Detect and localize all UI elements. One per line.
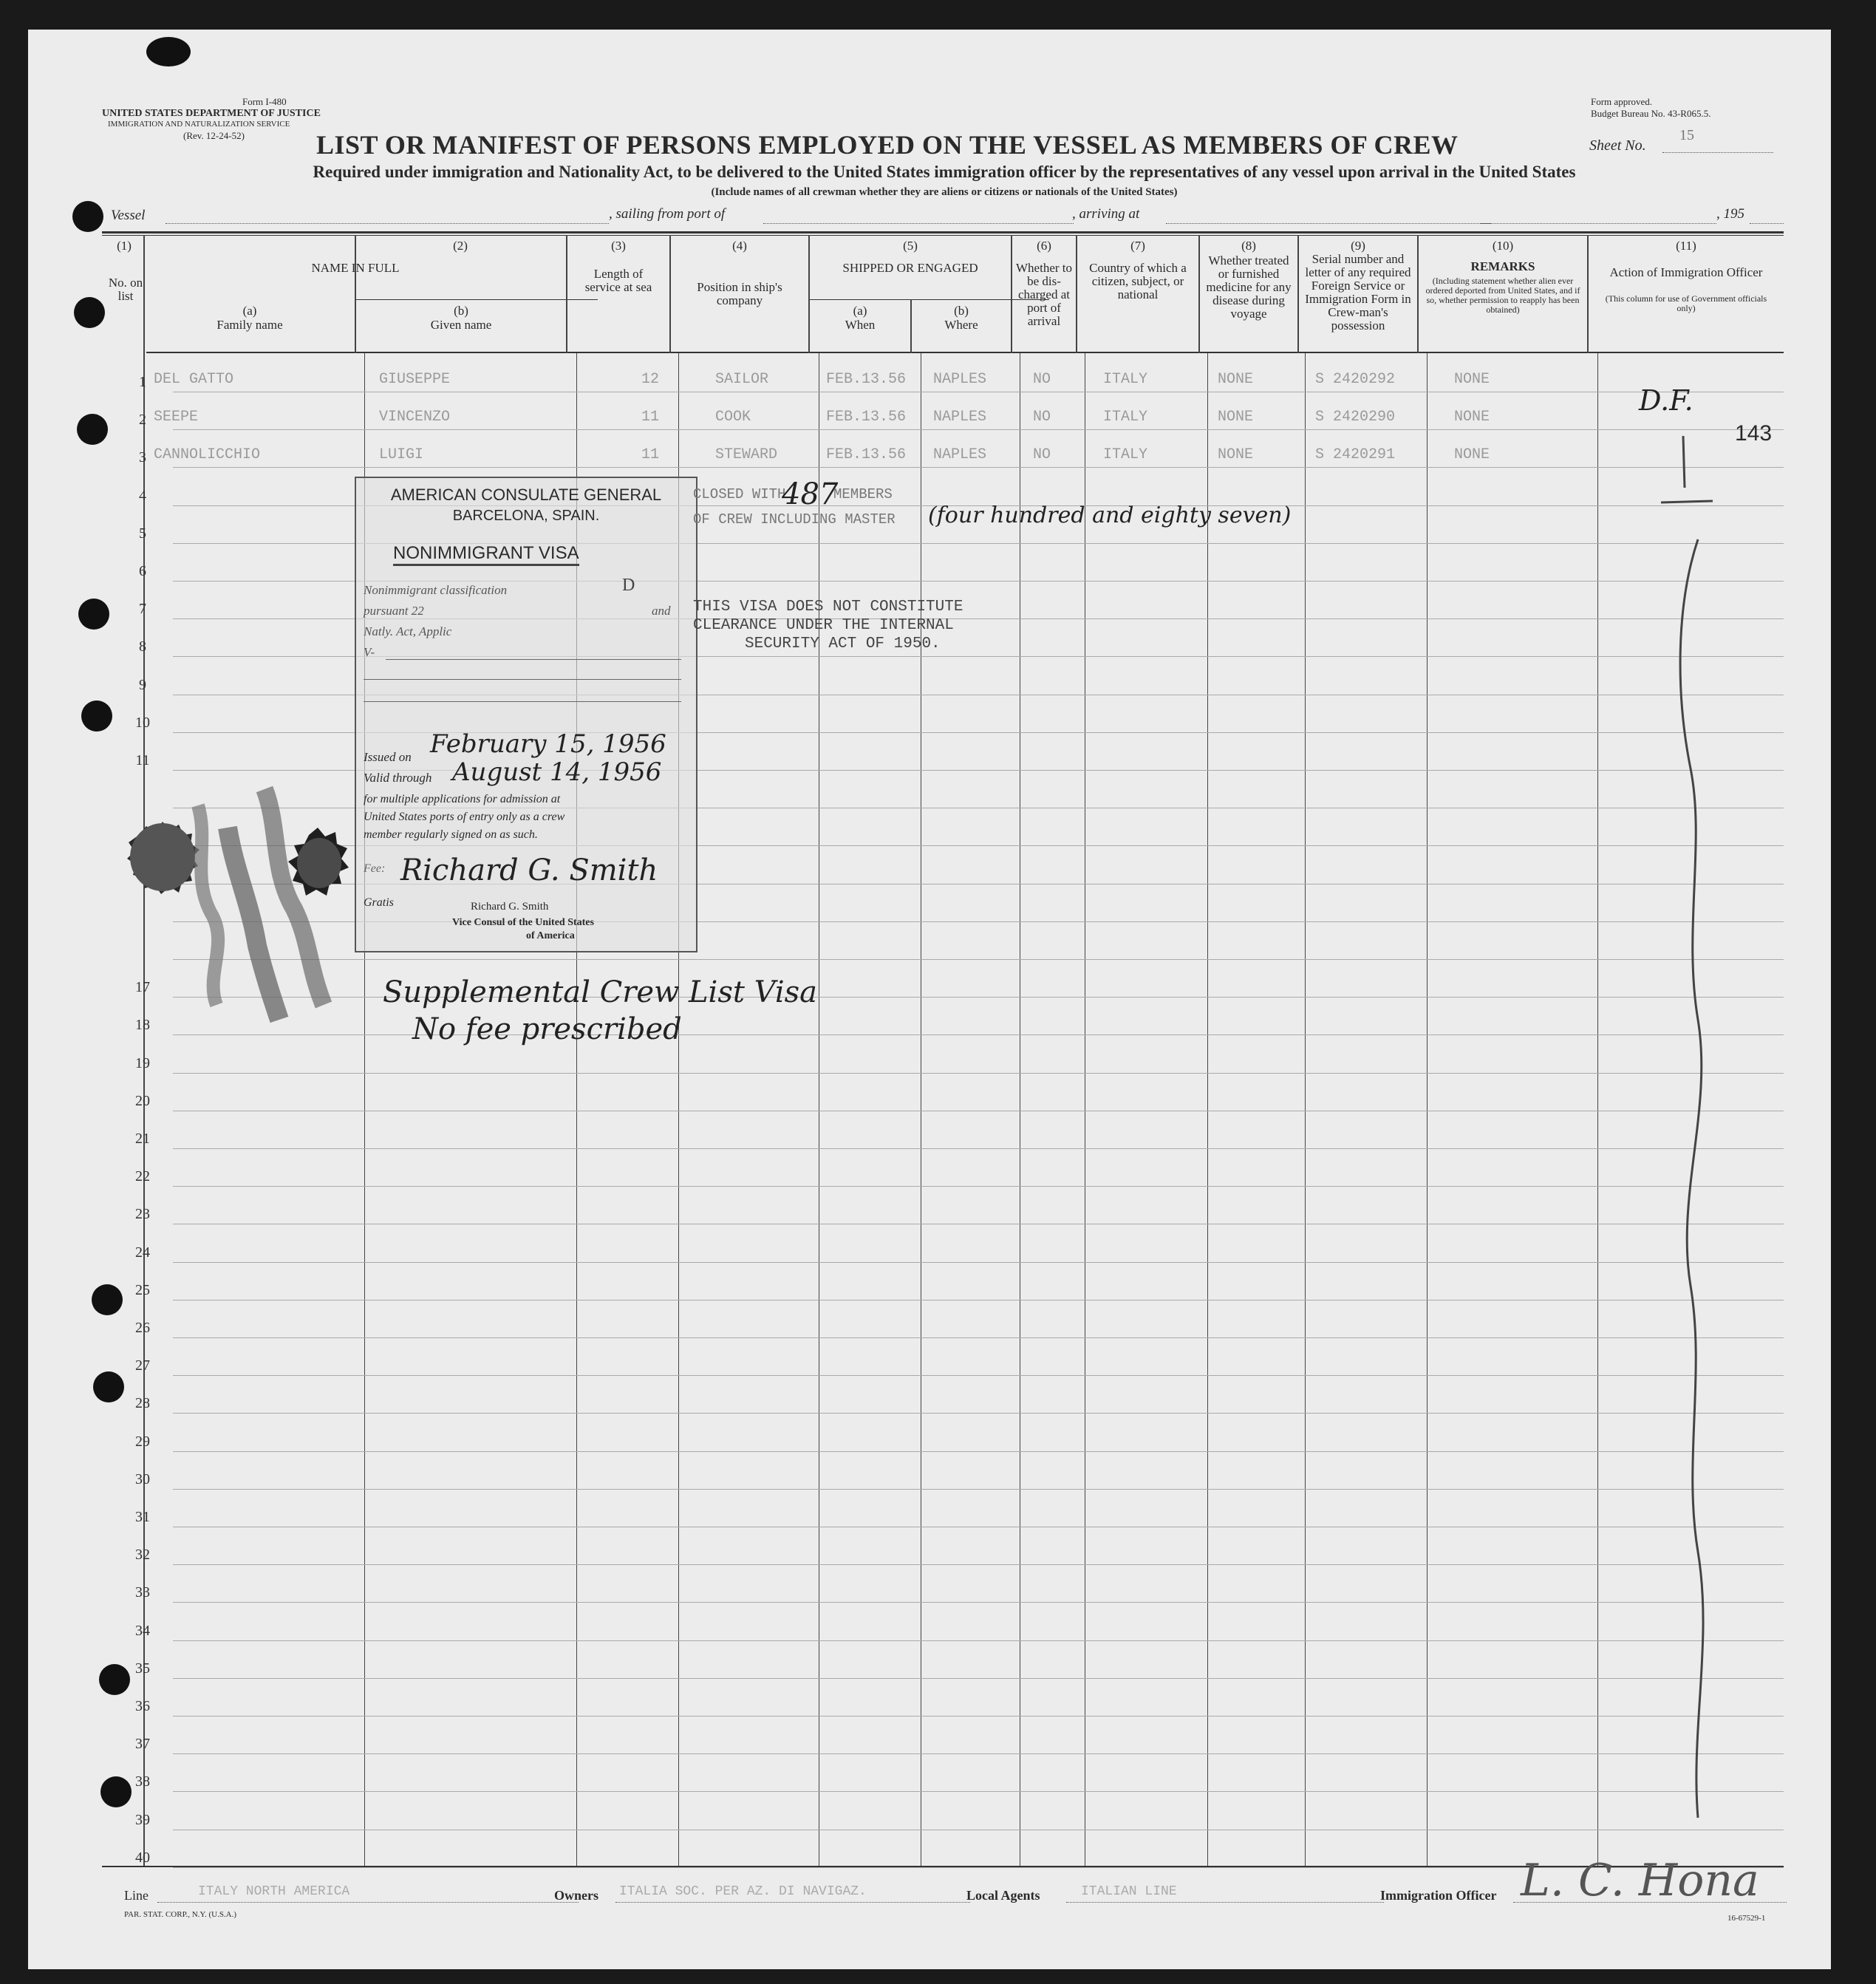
classification-label: Nonimmigrant classification xyxy=(364,583,508,597)
col-6-number: (6) xyxy=(1037,239,1051,253)
action-mark: D.F. xyxy=(1639,384,1693,417)
v-label: V- xyxy=(364,645,375,659)
col-1-number: (1) xyxy=(117,239,132,253)
signer-name: Richard G. Smith xyxy=(471,901,549,913)
col-11-header: Action of Immigration Officer xyxy=(1609,265,1763,279)
row-number: 6 xyxy=(139,563,146,579)
col-10-note: (Including statement whether alien ever ordered deported from United States, and if so, whether permission to reapply has been obtained) xyxy=(1425,276,1580,315)
crew-family-cell: DEL GATTO xyxy=(154,371,234,388)
no-fee-note: No fee prescribed xyxy=(412,1012,682,1046)
row-rule xyxy=(173,1791,1784,1792)
row-number: 19 xyxy=(135,1054,150,1071)
row-rule xyxy=(173,1716,1784,1717)
punch-hole xyxy=(77,414,108,445)
visa-conditions-2: United States ports of entry only as a crew xyxy=(364,811,565,823)
crew-family-cell: CANNOLICCHIO xyxy=(154,446,261,464)
crew-country-cell: ITALY xyxy=(1103,371,1148,388)
row-number: 5 xyxy=(139,525,146,542)
row-number: 20 xyxy=(135,1092,150,1109)
owners-value: ITALIA SOC. PER AZ. DI NAVIGAZ. xyxy=(619,1884,867,1899)
visa-notice-1: THIS VISA DOES NOT CONSTITUTE xyxy=(693,599,963,616)
crew-discharged-cell: NO xyxy=(1033,409,1051,426)
crew-serial-cell: S 2420291 xyxy=(1315,446,1396,464)
col-10-number: (10) xyxy=(1492,239,1514,253)
crew-given-cell: LUIGI xyxy=(379,446,424,464)
issued-date: February 15, 1956 xyxy=(430,729,666,759)
row-number: 35 xyxy=(135,1660,150,1677)
row-rule xyxy=(173,467,1784,468)
row-number: 26 xyxy=(135,1320,150,1336)
ditto-line xyxy=(1631,414,1720,1862)
col-8-header: Whether treated or furnished medicine for any disease during voyage xyxy=(1206,253,1292,321)
crew-family-cell: SEEPE xyxy=(154,409,199,426)
visa-notice-3: SECURITY ACT OF 1950. xyxy=(745,635,941,652)
row-number: 38 xyxy=(135,1773,150,1790)
row-rule xyxy=(173,959,1784,960)
col-8-number: (8) xyxy=(1241,239,1256,253)
crew-given-cell: GIUSEPPE xyxy=(379,371,451,388)
col-2a-letter: (a) xyxy=(242,304,257,318)
supplemental-note: Supplemental Crew List Visa xyxy=(383,975,818,1009)
col-2a-header: Family name xyxy=(216,318,283,332)
form-number: Form I-480 xyxy=(242,96,287,107)
row-rule xyxy=(173,1678,1784,1679)
crew-where-cell: NAPLES xyxy=(933,409,987,426)
form-title: LIST OR MANIFEST OF PERSONS EMPLOYED ON THE VESSEL AS MEMBERS OF CREW xyxy=(316,130,1459,160)
row-number: 39 xyxy=(135,1811,150,1828)
col-5b-header: Where xyxy=(944,318,978,332)
punch-hole xyxy=(81,700,112,732)
crew-treated-cell: NONE xyxy=(1218,371,1254,388)
row-number: 32 xyxy=(135,1547,150,1564)
sailing-label: , sailing from port of xyxy=(609,206,726,222)
form-approved: Form approved. xyxy=(1591,96,1653,107)
row-rule xyxy=(173,1413,1784,1414)
col-1-header: No. on list xyxy=(108,276,143,303)
punch-hole xyxy=(78,599,109,630)
row-rule xyxy=(173,429,1784,430)
col-7-header: Country of which a citizen, subject, or national xyxy=(1089,261,1187,301)
col-4-number: (4) xyxy=(732,239,747,253)
punch-hole xyxy=(74,297,105,328)
crew-given-cell: VINCENZO xyxy=(379,409,451,426)
visa-conditions-1: for multiple applications for admission at xyxy=(364,793,561,805)
page-number: 143 xyxy=(1735,421,1773,446)
row-number: 8 xyxy=(139,638,146,655)
local-agents-value: ITALIAN LINE xyxy=(1081,1884,1177,1899)
local-agents-label: Local Agents xyxy=(966,1888,1040,1903)
row-number: 34 xyxy=(135,1622,150,1639)
crew-when-cell: FEB.13.56 xyxy=(826,371,907,388)
col-6-header: Whether to be dis-charged at port of arrival xyxy=(1016,261,1072,328)
punch-hole xyxy=(72,201,103,232)
closed-with-label: CLOSED WITH xyxy=(693,486,786,502)
col-5a-letter: (a) xyxy=(853,304,867,318)
issued-label: Issued on xyxy=(364,750,412,764)
col-10-header: REMARKS xyxy=(1470,259,1535,273)
row-rule xyxy=(173,1262,1784,1263)
arriving-label: , arriving at xyxy=(1072,206,1140,222)
col-4-header: Position in ship's company xyxy=(697,280,782,307)
embossed-seal-icon xyxy=(87,783,398,1034)
row-rule xyxy=(173,1186,1784,1187)
crew-count-words: (four hundred and eighty seven) xyxy=(928,502,1292,528)
row-number: 11 xyxy=(135,752,150,768)
row-number: 40 xyxy=(135,1849,150,1866)
row-number: 7 xyxy=(139,601,146,618)
row-number: 1 xyxy=(139,374,146,390)
crew-where-cell: NAPLES xyxy=(933,371,987,388)
signer-title-2: of America xyxy=(526,930,575,941)
crew-count: 487 xyxy=(782,477,839,511)
row-number: 37 xyxy=(135,1736,150,1753)
col-3-number: (3) xyxy=(611,239,626,253)
officer-signature: L. C. Hona xyxy=(1521,1855,1759,1906)
row-number: 10 xyxy=(135,714,150,731)
crew-serial-cell: S 2420292 xyxy=(1315,371,1396,388)
col-5-header: SHIPPED OR ENGAGED xyxy=(842,261,978,275)
including-master-label: OF CREW INCLUDING MASTER xyxy=(693,511,896,528)
row-number: 23 xyxy=(135,1206,150,1223)
col-2-number: (2) xyxy=(453,239,468,253)
col-2b-header: Given name xyxy=(430,318,492,332)
revision: (Rev. 12-24-52) xyxy=(183,130,245,141)
col-9-header: Serial number and letter of any required Foreign Service or Immigration Form in Crew-man's possession xyxy=(1305,252,1411,333)
col-11-number: (11) xyxy=(1676,239,1696,253)
crew-treated-cell: NONE xyxy=(1218,446,1254,464)
crew-service-cell: 11 xyxy=(641,446,660,464)
row-number: 21 xyxy=(135,1131,150,1147)
visa-notice-2: CLEARANCE UNDER THE INTERNAL xyxy=(693,617,954,634)
form-subtitle: Required under immigration and Nationality Act, to be delivered to the United States immigration officer by the representatives of any vessel upon arrival in the United States xyxy=(313,163,1576,181)
col-7-number: (7) xyxy=(1130,239,1145,253)
row-number: 4 xyxy=(139,487,146,504)
col-11-note: (This column for use of Government officials only) xyxy=(1605,293,1767,313)
crew-discharged-cell: NO xyxy=(1033,371,1051,388)
manifest-sheet xyxy=(28,30,1831,1969)
include-note: (Include names of all crewman whether they are aliens or citizens or nationals of the United States) xyxy=(711,186,1178,198)
department: UNITED STATES DEPARTMENT OF JUSTICE xyxy=(102,108,321,119)
row-rule xyxy=(173,1148,1784,1149)
row-number: 36 xyxy=(135,1698,150,1714)
crew-treated-cell: NONE xyxy=(1218,409,1254,426)
row-rule xyxy=(173,1337,1784,1338)
row-rule xyxy=(173,1602,1784,1603)
sheet-label: Sheet No. xyxy=(1589,137,1646,154)
members-label: MEMBERS xyxy=(833,486,893,502)
crew-discharged-cell: NO xyxy=(1033,446,1051,464)
row-number: 3 xyxy=(139,449,146,466)
valid-through-date: August 14, 1956 xyxy=(452,757,662,787)
col-5b-letter: (b) xyxy=(954,304,969,318)
sheet-number: 15 xyxy=(1679,127,1694,143)
fee-label: Fee: xyxy=(364,862,386,875)
row-number: 22 xyxy=(135,1168,150,1185)
immigration-officer-label: Immigration Officer xyxy=(1380,1888,1497,1903)
consulate-city: BARCELONA, SPAIN. xyxy=(452,508,600,524)
service: IMMIGRATION AND NATURALIZATION SERVICE xyxy=(108,120,290,129)
row-number: 28 xyxy=(135,1395,150,1412)
consul-signature: Richard G. Smith xyxy=(400,853,658,887)
valid-label: Valid through xyxy=(364,771,432,785)
row-number: 18 xyxy=(135,1017,150,1034)
col-3-header: Length of service at sea xyxy=(584,267,652,294)
crew-service-cell: 12 xyxy=(641,371,660,388)
row-number: 17 xyxy=(135,979,150,996)
crew-remarks-cell: NONE xyxy=(1454,371,1490,388)
row-rule xyxy=(173,1375,1784,1376)
gratis-label: Gratis xyxy=(364,896,394,909)
col-9-number: (9) xyxy=(1351,239,1365,253)
row-number: 9 xyxy=(139,676,146,693)
line-value: ITALY NORTH AMERICA xyxy=(198,1884,350,1899)
row-rule xyxy=(173,1564,1784,1565)
crew-country-cell: ITALY xyxy=(1103,446,1148,464)
consulate-name: AMERICAN CONSULATE GENERAL xyxy=(390,485,662,504)
budget-bureau: Budget Bureau No. 43-R065.5. xyxy=(1591,108,1711,119)
crew-when-cell: FEB.13.56 xyxy=(826,409,907,426)
row-rule xyxy=(173,1451,1784,1452)
row-number: 2 xyxy=(139,412,146,429)
col-5a-header: When xyxy=(845,318,876,332)
and-label: and xyxy=(652,604,671,618)
crew-position-cell: COOK xyxy=(715,409,751,426)
crew-where-cell: NAPLES xyxy=(933,446,987,464)
row-rule xyxy=(173,1489,1784,1490)
row-number: 33 xyxy=(135,1584,150,1601)
pursuant-label: pursuant 22 xyxy=(364,604,424,618)
crew-position-cell: SAILOR xyxy=(715,371,769,388)
signer-title: Vice Consul of the United States xyxy=(452,917,594,928)
owners-label: Owners xyxy=(554,1888,598,1903)
row-number: 27 xyxy=(135,1357,150,1374)
crew-remarks-cell: NONE xyxy=(1454,409,1490,426)
punch-hole xyxy=(146,37,191,67)
row-rule xyxy=(173,1640,1784,1641)
row-number: 25 xyxy=(135,1281,150,1298)
crew-position-cell: STEWARD xyxy=(715,446,778,464)
crew-remarks-cell: NONE xyxy=(1454,446,1490,464)
line-label: Line xyxy=(124,1888,149,1903)
natly-act-label: Natly. Act, Applic xyxy=(364,624,452,638)
row-rule xyxy=(173,1753,1784,1754)
row-number: 24 xyxy=(135,1244,150,1261)
printer-mark: PAR. STAT. CORP., N.Y. (U.S.A.) xyxy=(124,1910,237,1919)
consulate-stamp xyxy=(355,477,697,952)
row-number: 31 xyxy=(135,1509,150,1525)
visa-conditions-3: member regularly signed on as such. xyxy=(364,828,538,841)
vessel-label: Vessel xyxy=(111,208,146,223)
crew-serial-cell: S 2420290 xyxy=(1315,409,1396,426)
col-2b-letter: (b) xyxy=(454,304,468,318)
form-code: 16-67529-1 xyxy=(1727,1914,1766,1923)
row-rule xyxy=(173,1073,1784,1074)
row-number: 29 xyxy=(135,1433,150,1450)
year-label: , 195 xyxy=(1716,206,1744,222)
col-2-header: NAME IN FULL xyxy=(311,261,400,275)
classification-value: D xyxy=(622,576,635,595)
col-5-number: (5) xyxy=(903,239,918,253)
visa-type: NONIMMIGRANT VISA xyxy=(393,543,579,566)
row-number: 30 xyxy=(135,1470,150,1487)
crew-service-cell: 11 xyxy=(641,409,660,426)
crew-when-cell: FEB.13.56 xyxy=(826,446,907,464)
crew-country-cell: ITALY xyxy=(1103,409,1148,426)
